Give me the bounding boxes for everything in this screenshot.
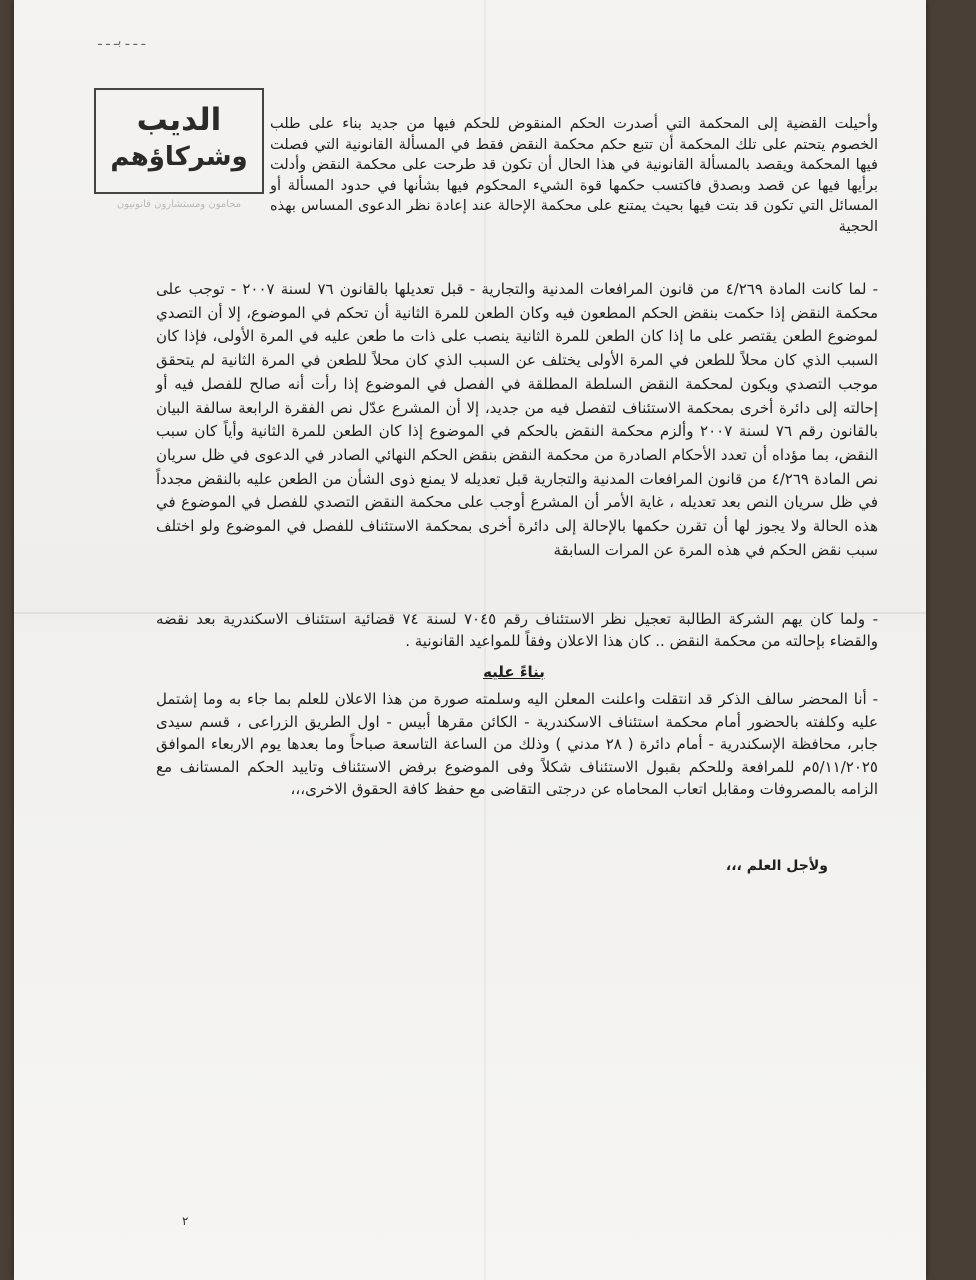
logo-subtitle: محامون ومستشارون قانونيون <box>116 199 242 210</box>
paragraph-4-text: - أنا المحضر سالف الذكر قد انتقلت واعلنت المعلن اليه وسلمته صورة من هذا الاعلان للعلم بما جاء به وما إشتمل عليه وكلفته بالحضور أمام محكمة استئناف الاسكندرية - الكائن مقرها أبيس - اول الطريق الزراعى ، قسم سيدى جابر، محافظة الإسكندرية - أمام دائرة ( ٢٨ مدني ) وذلك من الساعة التاسعة صباحاً وما بعدها يوم الاربعاء الموافق ٥/١١/٢٠٢٥م للمرافعة وللحكم بقبول الاستئناف شكلاً وفى الموضوع برفض الاستئناف وتاييد الحكم المستانف مع الزامه بالمصروفات ومقابل اتعاب المحاماه عن درجتى التقاضى مع حفظ كافة الحقوق الاخرى،،، <box>156 690 878 798</box>
paragraph-1-text: وأحيلت القضية إلى المحكمة التي أصدرت الحكم المنقوض للحكم فيها من جديد بناء على طلب الخصوم يتحتم على تلك المحكمة أن تتبع حكم محكمة النقض فقط في المسألة القانونية التي فصلت فيها المحكمة ويقصد بالمسألة القانونية في هذا الحال أن تكون قد طرحت على محكمة النقض وأدلت برأيها فيها عن قصد وبصدق فاكتسب حكمها قوة الشيء المحكوم فيها بشأنها في حدود المسألة أو المسائل التي تكون قد بتت فيها بحيث يمتنع على محكمة الإحالة عند إعادة نظر الدعوى المساس بهذه الحجية <box>270 116 878 235</box>
logo-line-1: الديب <box>136 102 222 138</box>
paragraph-2-text: - لما كانت المادة ٤/٢٦٩ من قانون المرافعات المدنية والتجارية - قبل تعديلها بالقانون ٧٦ لسنة ٢٠٠٧ - توجب على محكمة النقض إذا حكمت بنقض الحكم المطعون فيه وكان الطعن للمرة الثانية أن تحكم في الموضوع، إلا أن التصدي لموضوع الطعن يقتصر على ما إذا كان الطعن للمرة الثانية ينصب على ذات ما طعن عليه في المرة الأولى، فإذا كان السبب الذي كان محلاً للطعن في المرة الأولى يختلف عن السبب الذي كان محلاً للطعن في المرة الثانية لم يتحقق موجب التصدي ويكون لمحكمة النقض السلطة المطلقة في الفصل في الموضوع إذا رأت أنه صالح للفصل فيه أو إحالته إلى دائرة أخرى بمحكمة الاستئناف لتفصل فيه من جديد، إلا أن المشرع عدّل نص الفقرة الرابعة سالفة البيان بالقانون رقم ٧٦ لسنة ٢٠٠٧ وألزم محكمة النقض بالحكم في الموضوع إذا كان الطعن للمرة الثانية وأياً كان سبب النقض، بما مؤداه أن تعدد الأحكام الصادرة من محكمة النقض بنقض الحكم النهائي الصادر في الدعوى في ظل سريان نص المادة ٤/٢٦٩ من قانون المرافعات المدنية والتجارية قبل تعديله لا يمنع ذوى الشأن من الطعن عليه بالنقض مجدداً في ظل سريان النص بعد تعديله ، غاية الأمر أن المشرع أوجب على محكمة النقض التصدي للفصل في الموضوع في هذه الحالة ولا يجوز لها أن تقرن حكمها بالإحالة إلى دائرة أخرى بمحكمة الاستئناف للفصل في الموضوع ولو اختلف سبب نقض الحكم في هذه المرة عن المرات السابقة <box>156 280 879 559</box>
handwritten-scribble: ـ ـ ـ بـ ـ ـ <box>98 34 146 49</box>
paragraph-3 <box>156 608 878 652</box>
paragraph-4 <box>156 688 878 801</box>
page-number: ٢ <box>182 1214 189 1228</box>
logo-line-2: وشركاؤهم <box>110 142 248 172</box>
section-heading: بناءً عليه <box>483 663 545 681</box>
paragraph-3-text: - ولما كان يهم الشركة الطالبة تعجيل نظر الاستئناف رقم ٧٠٤٥ لسنة ٧٤ قضائية استئناف الاسكندرية بعد نقضه والقضاء بإحالته من محكمة النقض .. كان هذا الاعلان وفقاً للمواعيد القانونية . <box>156 610 878 650</box>
document-page <box>14 0 926 1280</box>
firm-logo <box>94 88 264 194</box>
paragraph-2 <box>156 278 878 562</box>
closing-line: ولأجل العلم ،،، <box>725 858 828 874</box>
paragraph-1 <box>270 114 878 237</box>
